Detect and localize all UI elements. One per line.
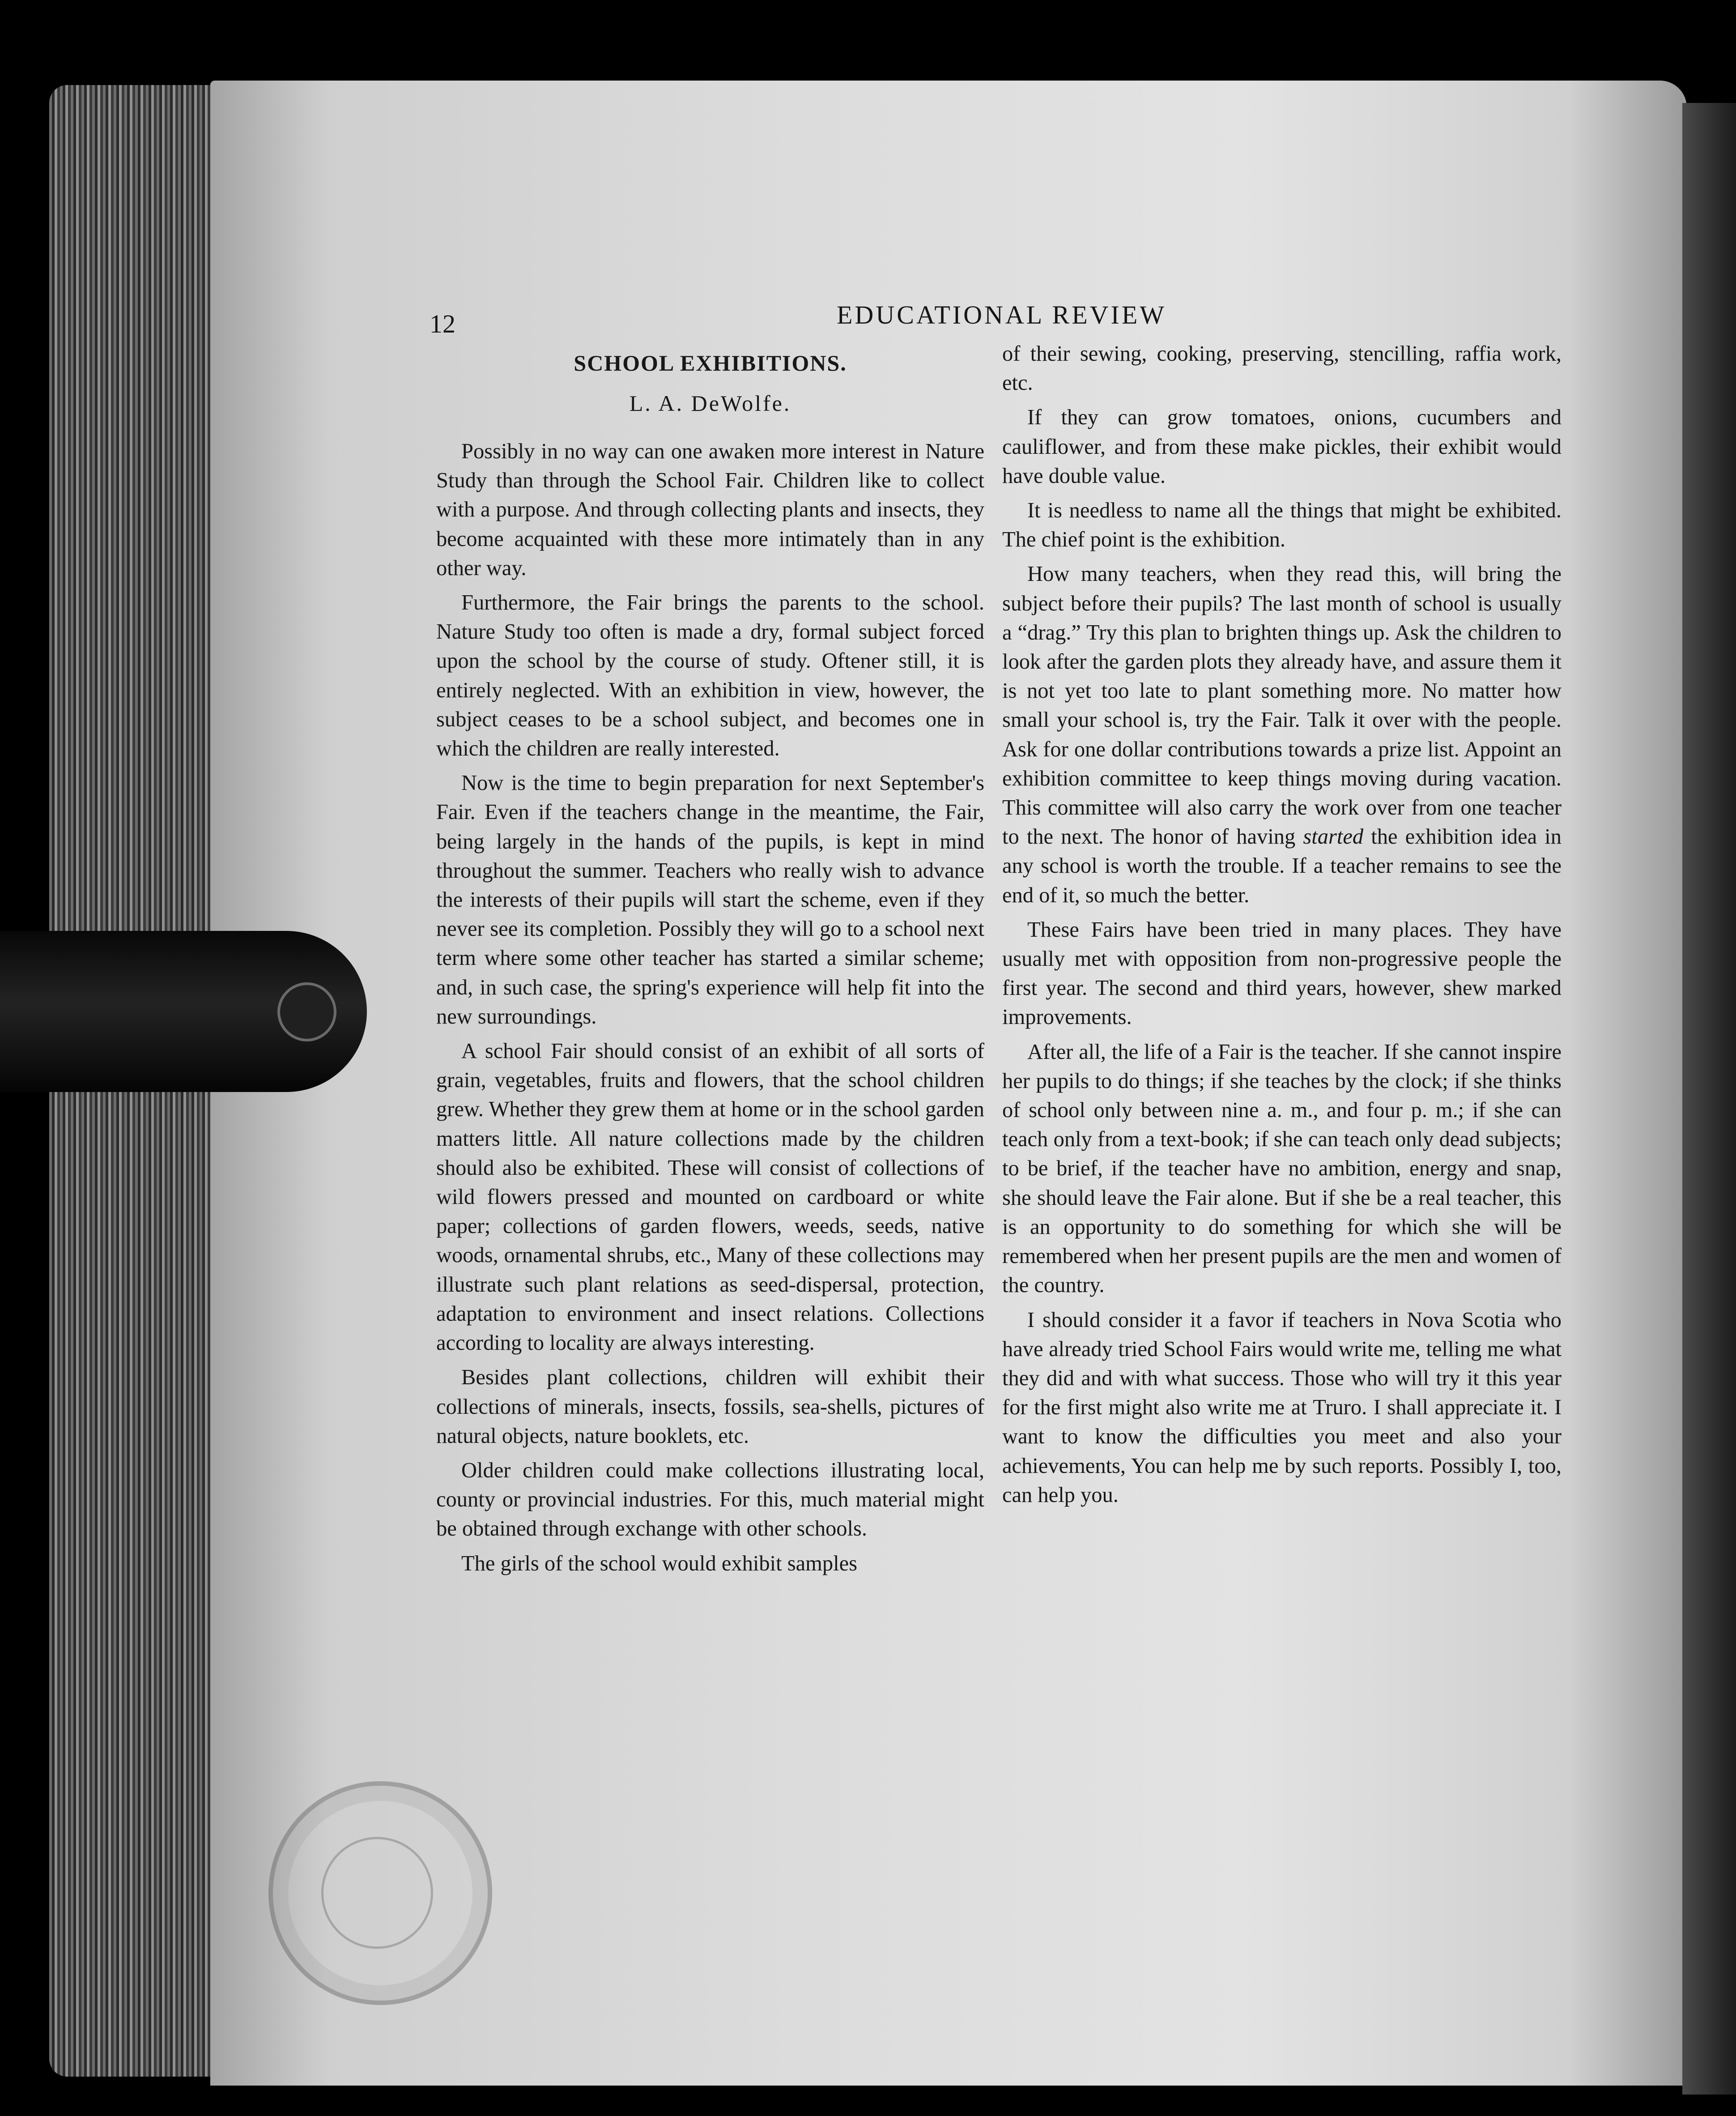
paragraph: These Fairs have been tried in many places. They have usually met with opposition from non-progressive people the first year. The second and third years, however, shew marked improvements. [1002,917,1562,1029]
paragraph: Besides plant collections, children will exhibit their collections of minerals, insects, fossils, sea-shells, pictures of natural objects, nature booklets, etc. [436,1365,984,1448]
article-author: L. A. DeWolfe. [629,391,791,416]
paragraph: It is needless to name all the things that might be exhibited. The chief point is the exhibition. [1002,499,1562,552]
thumbnail-tip [277,982,336,1041]
italic-word: started [1303,825,1364,849]
paragraph: If they can grow tomatoes, onions, cucumbers and cauliflower, and from these make pickles, their exhibit would have double value. [1002,405,1562,488]
paragraph [1002,559,1562,909]
journal-title: EDUCATIONAL REVIEW [837,300,1167,329]
text-run: the exhibition idea in any school is worth the trouble. If a teacher remains to see the end of it, so much the better. [1002,825,1562,907]
right-column [1002,339,1562,1515]
facing-page-edge [1682,103,1736,2095]
paragraph: A school Fair should consist of an exhibit of all sorts of grain, vegetables, fruits and flowers, that the school children grew. Whether they grew them at home or in the school garden matters little. All nature collections made by the children should also be exhibited. These will consist of collections of wild flowers pressed and mounted on cardboard or white paper; collections of garden flowers, weeds, seeds, native woods, ornamental shrubs, etc., Many of these collections may illustrate such plant relations as seed-dispersal, protection, adaptation to environment and insect relations. Collections according to locality are always interesting. [436,1039,984,1355]
paragraph: The girls of the school would exhibit samples [461,1551,857,1575]
left-column [436,345,984,1583]
text-run: How many teachers, when they read this, will bring the subject before their pupils? The last month of school is usually a “drag.” Try this plan to brighten things up. Ask the children to look after the garden plots they already have, and assure them it is not yet too late to plant something more. No matter how small your school is, try the Fair. Talk it over with the people. Ask for one dollar contributions towards a prize list. Appoint an exhibition committee to keep things moving during vacation. This committee will also carry the work over from one teacher to the next. The honor of having [1002,562,1562,849]
page-number: 12 [430,309,455,338]
library-stamp-inner-ring [298,1814,456,1971]
paragraph: Furthermore, the Fair brings the parents to the school. Nature Study too often is made a dry, formal subject forced upon the school by the course of study. Oftener still, it is entirely neglected. With an exhibition in view, however, the subject ceases to be a school subject, and becomes one in which the children are really interested. [436,591,984,761]
paragraph: Now is the time to begin preparation for next September's Fair. Even if the teachers change in the meantime, the Fair, being largely in the hands of the pupils, is kept in mind throughout the summer. Teachers who really wish to advance the interests of their pupils will start the scheme, even if they never see its completion. Possibly they will go to a school next term where some other teacher has started a similar scheme; and, in such case, the spring's experience will help fit into the new surroundings. [436,771,984,1028]
paragraph-continuation: of their sewing, cooking, preserving, stencilling, raffia work, etc. [1002,342,1562,395]
paragraph: Older children could make collections illustrating local, county or provincial industries. For this, much material might be obtained through exchange with other schools. [436,1458,984,1541]
article-title: SCHOOL EXHIBITIONS. [574,350,847,375]
paragraph: I should consider it a favor if teachers in Nova Scotia who have already tried School Fairs would write me, telling me what they did and with what success. Those who will try it this year for the first might also write me at Truro. I shall appreciate it. I want to know the difficulties you meet and also your achievements, You can help me by such reports. Possibly I, too, can help you. [1002,1308,1562,1507]
paragraph: After all, the life of a Fair is the teacher. If she cannot inspire her pupils to do things; if she teaches by the clock; if she thinks of school only between nine a. m., and four p. m.; if she can teach only from a text-book; if she can teach only dead subjects; to be brief, if the teacher have no ambition, energy and snap, she should leave the Fair alone. But if she be a real teacher, this is an opportunity to do something for which she will be remembered when her present pupils are the men and women of the country. [1002,1040,1562,1297]
paragraph: Possibly in no way can one awaken more interest in Nature Study than through the School Fair. Children like to collect with a purpose. And through collecting plants and insects, they become acquainted with these more intimately than in any other way. [436,439,984,580]
